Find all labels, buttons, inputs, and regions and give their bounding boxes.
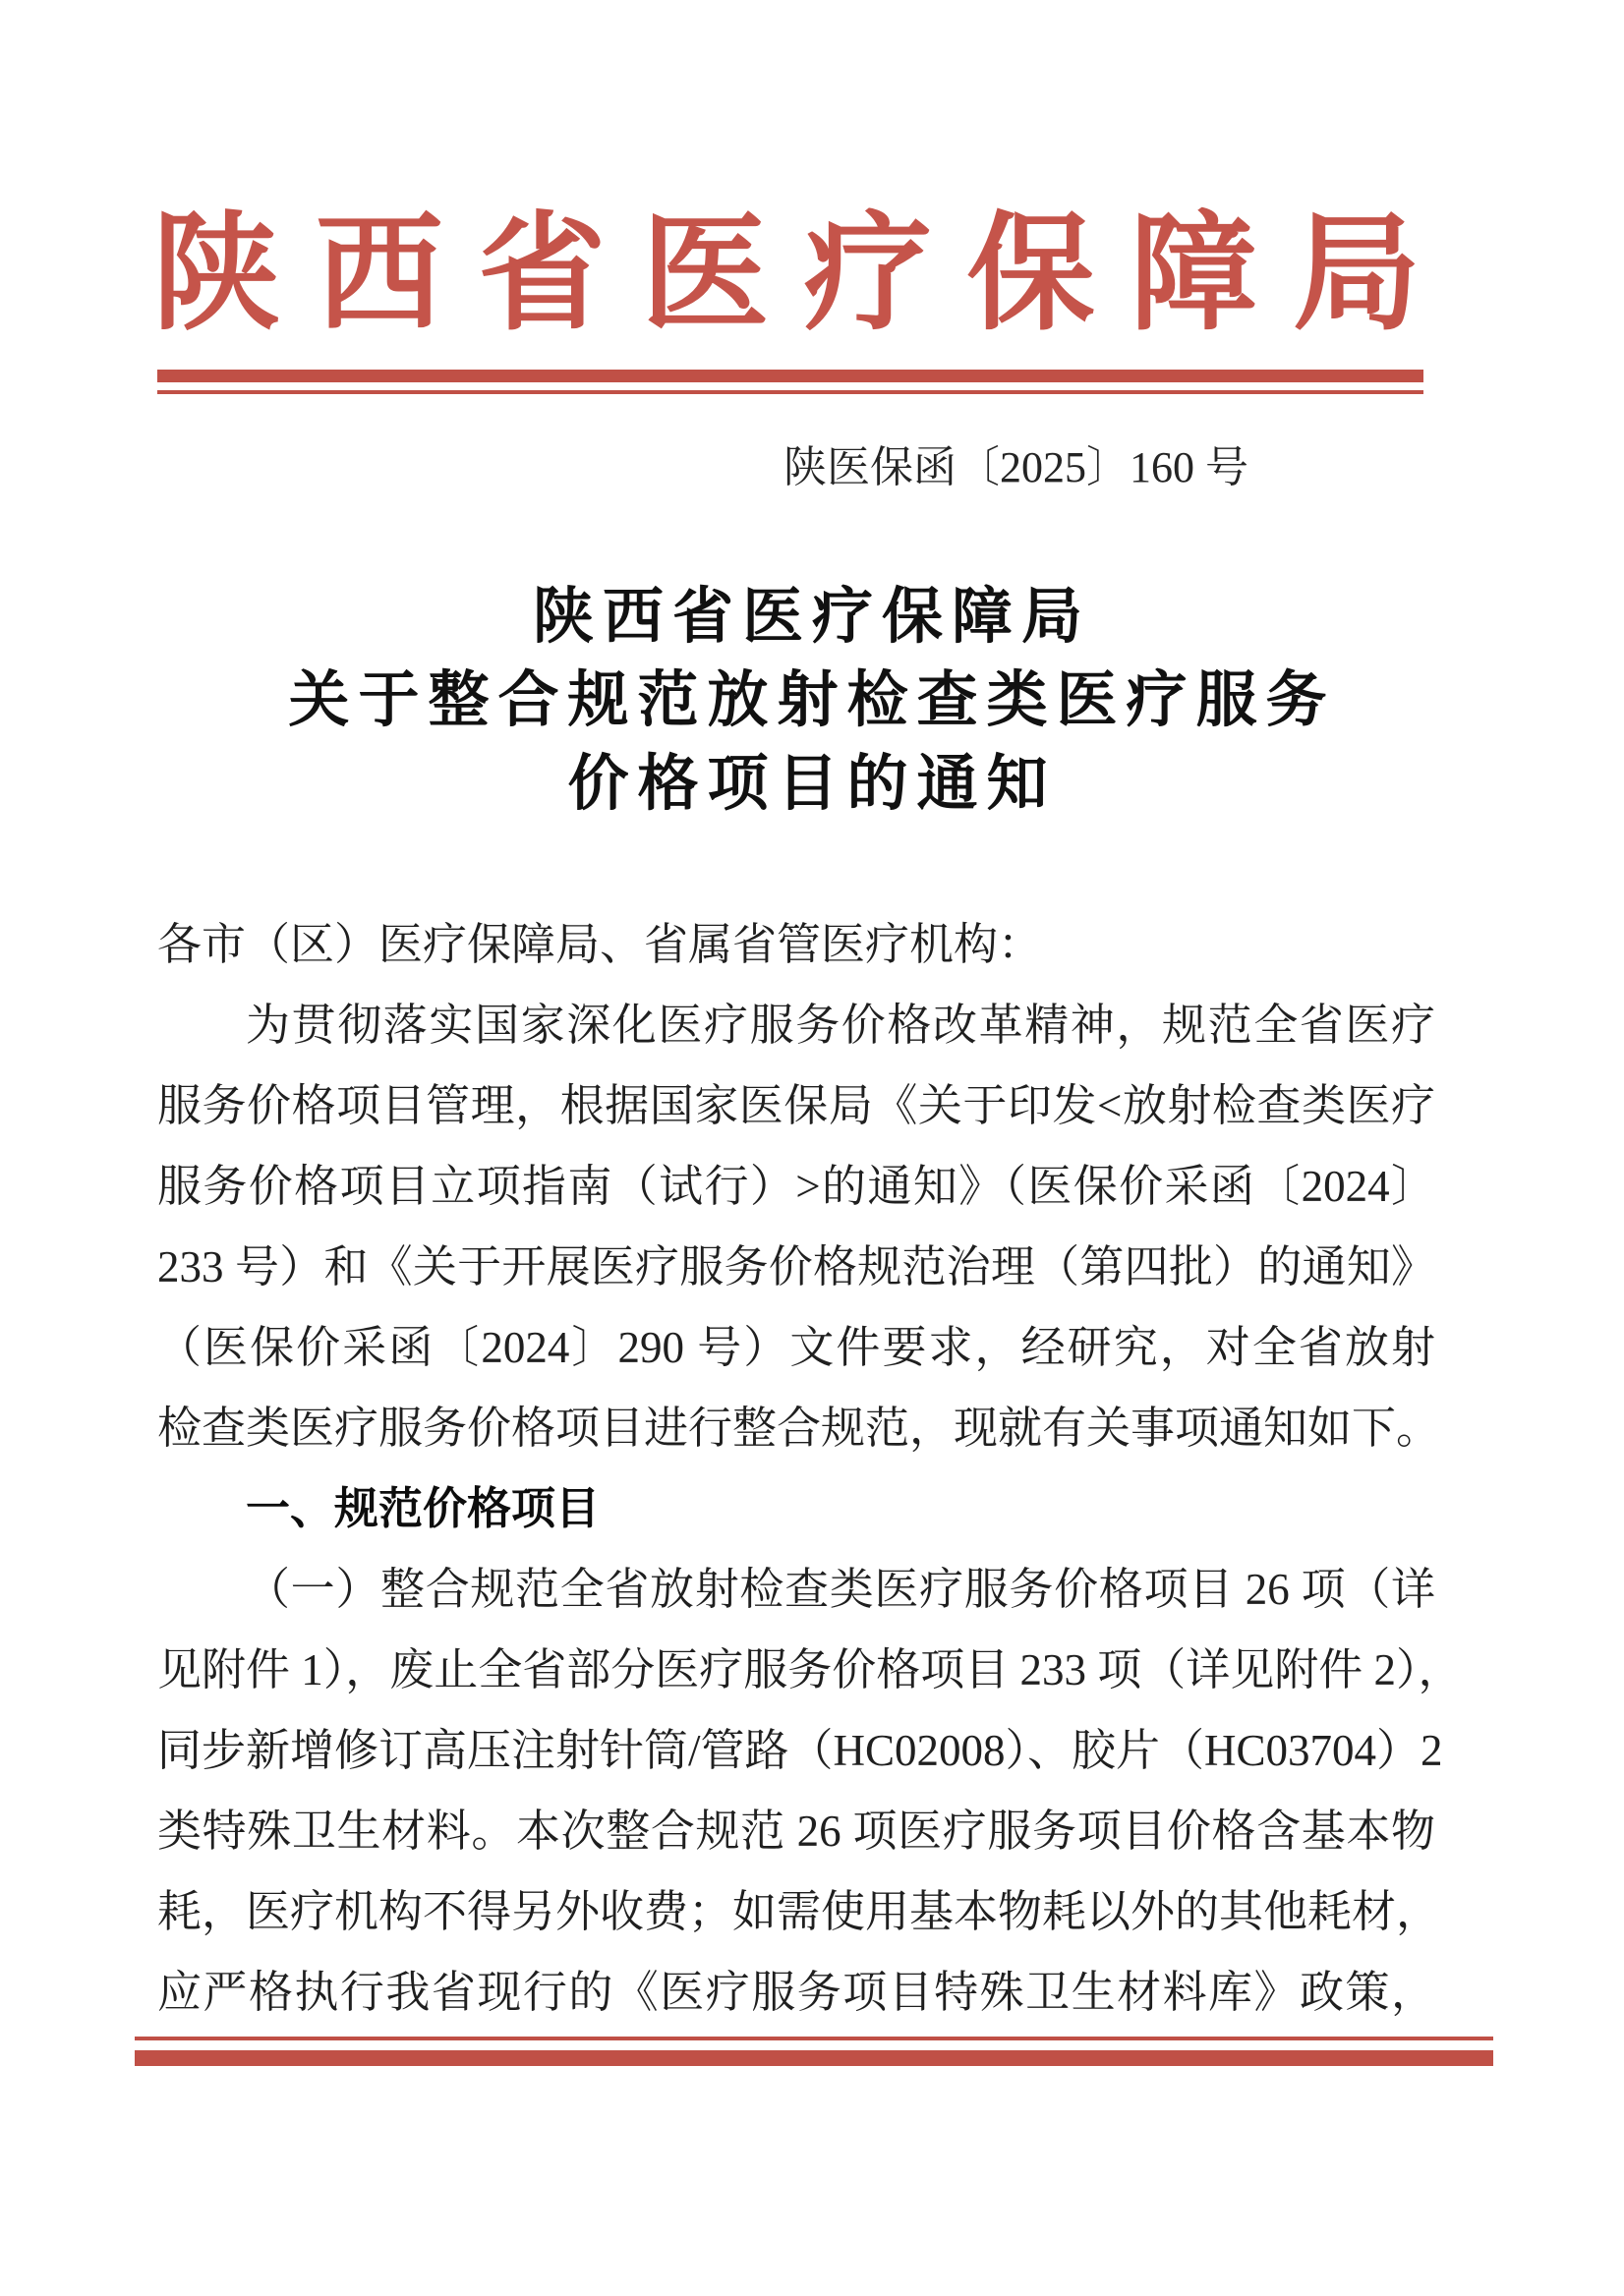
salutation-line: 各市（区）医疗保障局、省属省管医疗机构： [157, 920, 1043, 969]
paragraph-2-line: 耗，医疗机构不得另外收费；如需使用基本物耗以外的其他耗材， [157, 1887, 1441, 1936]
footer-rule-thick [135, 2050, 1493, 2066]
paragraph-2 [157, 1549, 1463, 2033]
paragraph-2-line: 同步新增修订高压注射针筒/管路（HC02008）、胶片（HC03704）2 [157, 1726, 1443, 1775]
letterhead-rule-thick [157, 370, 1423, 382]
footer-rule-thin [135, 2037, 1493, 2040]
paragraph-1-line: 检查类医疗服务价格项目进行整合规范，现就有关事项通知如下。 [157, 1404, 1441, 1453]
section-1-heading: 一、规范价格项目 [246, 1484, 601, 1533]
paragraph-1-line: 为贯彻落实国家深化医疗服务价格改革精神，规范全省医疗 [246, 1001, 1435, 1050]
paragraph-2-line: （一）整合规范全省放射检查类医疗服务价格项目 26 项（详 [246, 1565, 1435, 1614]
notice-title [0, 576, 1624, 827]
paragraph-1-line: 服务价格项目立项指南（试行）>的通知》（医保价采函〔2024〕 [157, 1162, 1435, 1211]
document-number: 陕医保函〔2025〕160 号 [783, 443, 1248, 491]
notice-title-line: 陕西省医疗保障局 [532, 584, 1091, 651]
notice-title-line: 价格项目的通知 [567, 751, 1057, 818]
paragraph-1-line: （医保价采函〔2024〕290 号）文件要求，经研究，对全省放射 [157, 1323, 1435, 1372]
paragraph-1-line: 233 号）和《关于开展医疗服务价格规范治理（第四批）的通知》 [157, 1242, 1435, 1292]
paragraph-1 [157, 985, 1441, 1468]
letterhead-agency-name: 陕西省医疗保障局 [152, 204, 1421, 346]
paragraph-1-line: 服务价格项目管理，根据国家医保局《关于印发<放射检查类医疗 [157, 1081, 1435, 1130]
paragraph-2-line: 应严格执行我省现行的《医疗服务项目特殊卫生材料库》政策， [157, 1968, 1435, 2017]
letterhead-rule-thin [157, 390, 1423, 394]
paragraph-2-line: 见附件 1），废止全省部分医疗服务价格项目 233 项（详见附件 2）， [157, 1645, 1463, 1694]
notice-title-line: 关于整合规范放射检查类医疗服务 [288, 667, 1336, 734]
notice-body [157, 904, 1463, 2033]
paragraph-2-line: 类特殊卫生材料。本次整合规范 26 项医疗服务项目价格含基本物 [157, 1807, 1435, 1856]
